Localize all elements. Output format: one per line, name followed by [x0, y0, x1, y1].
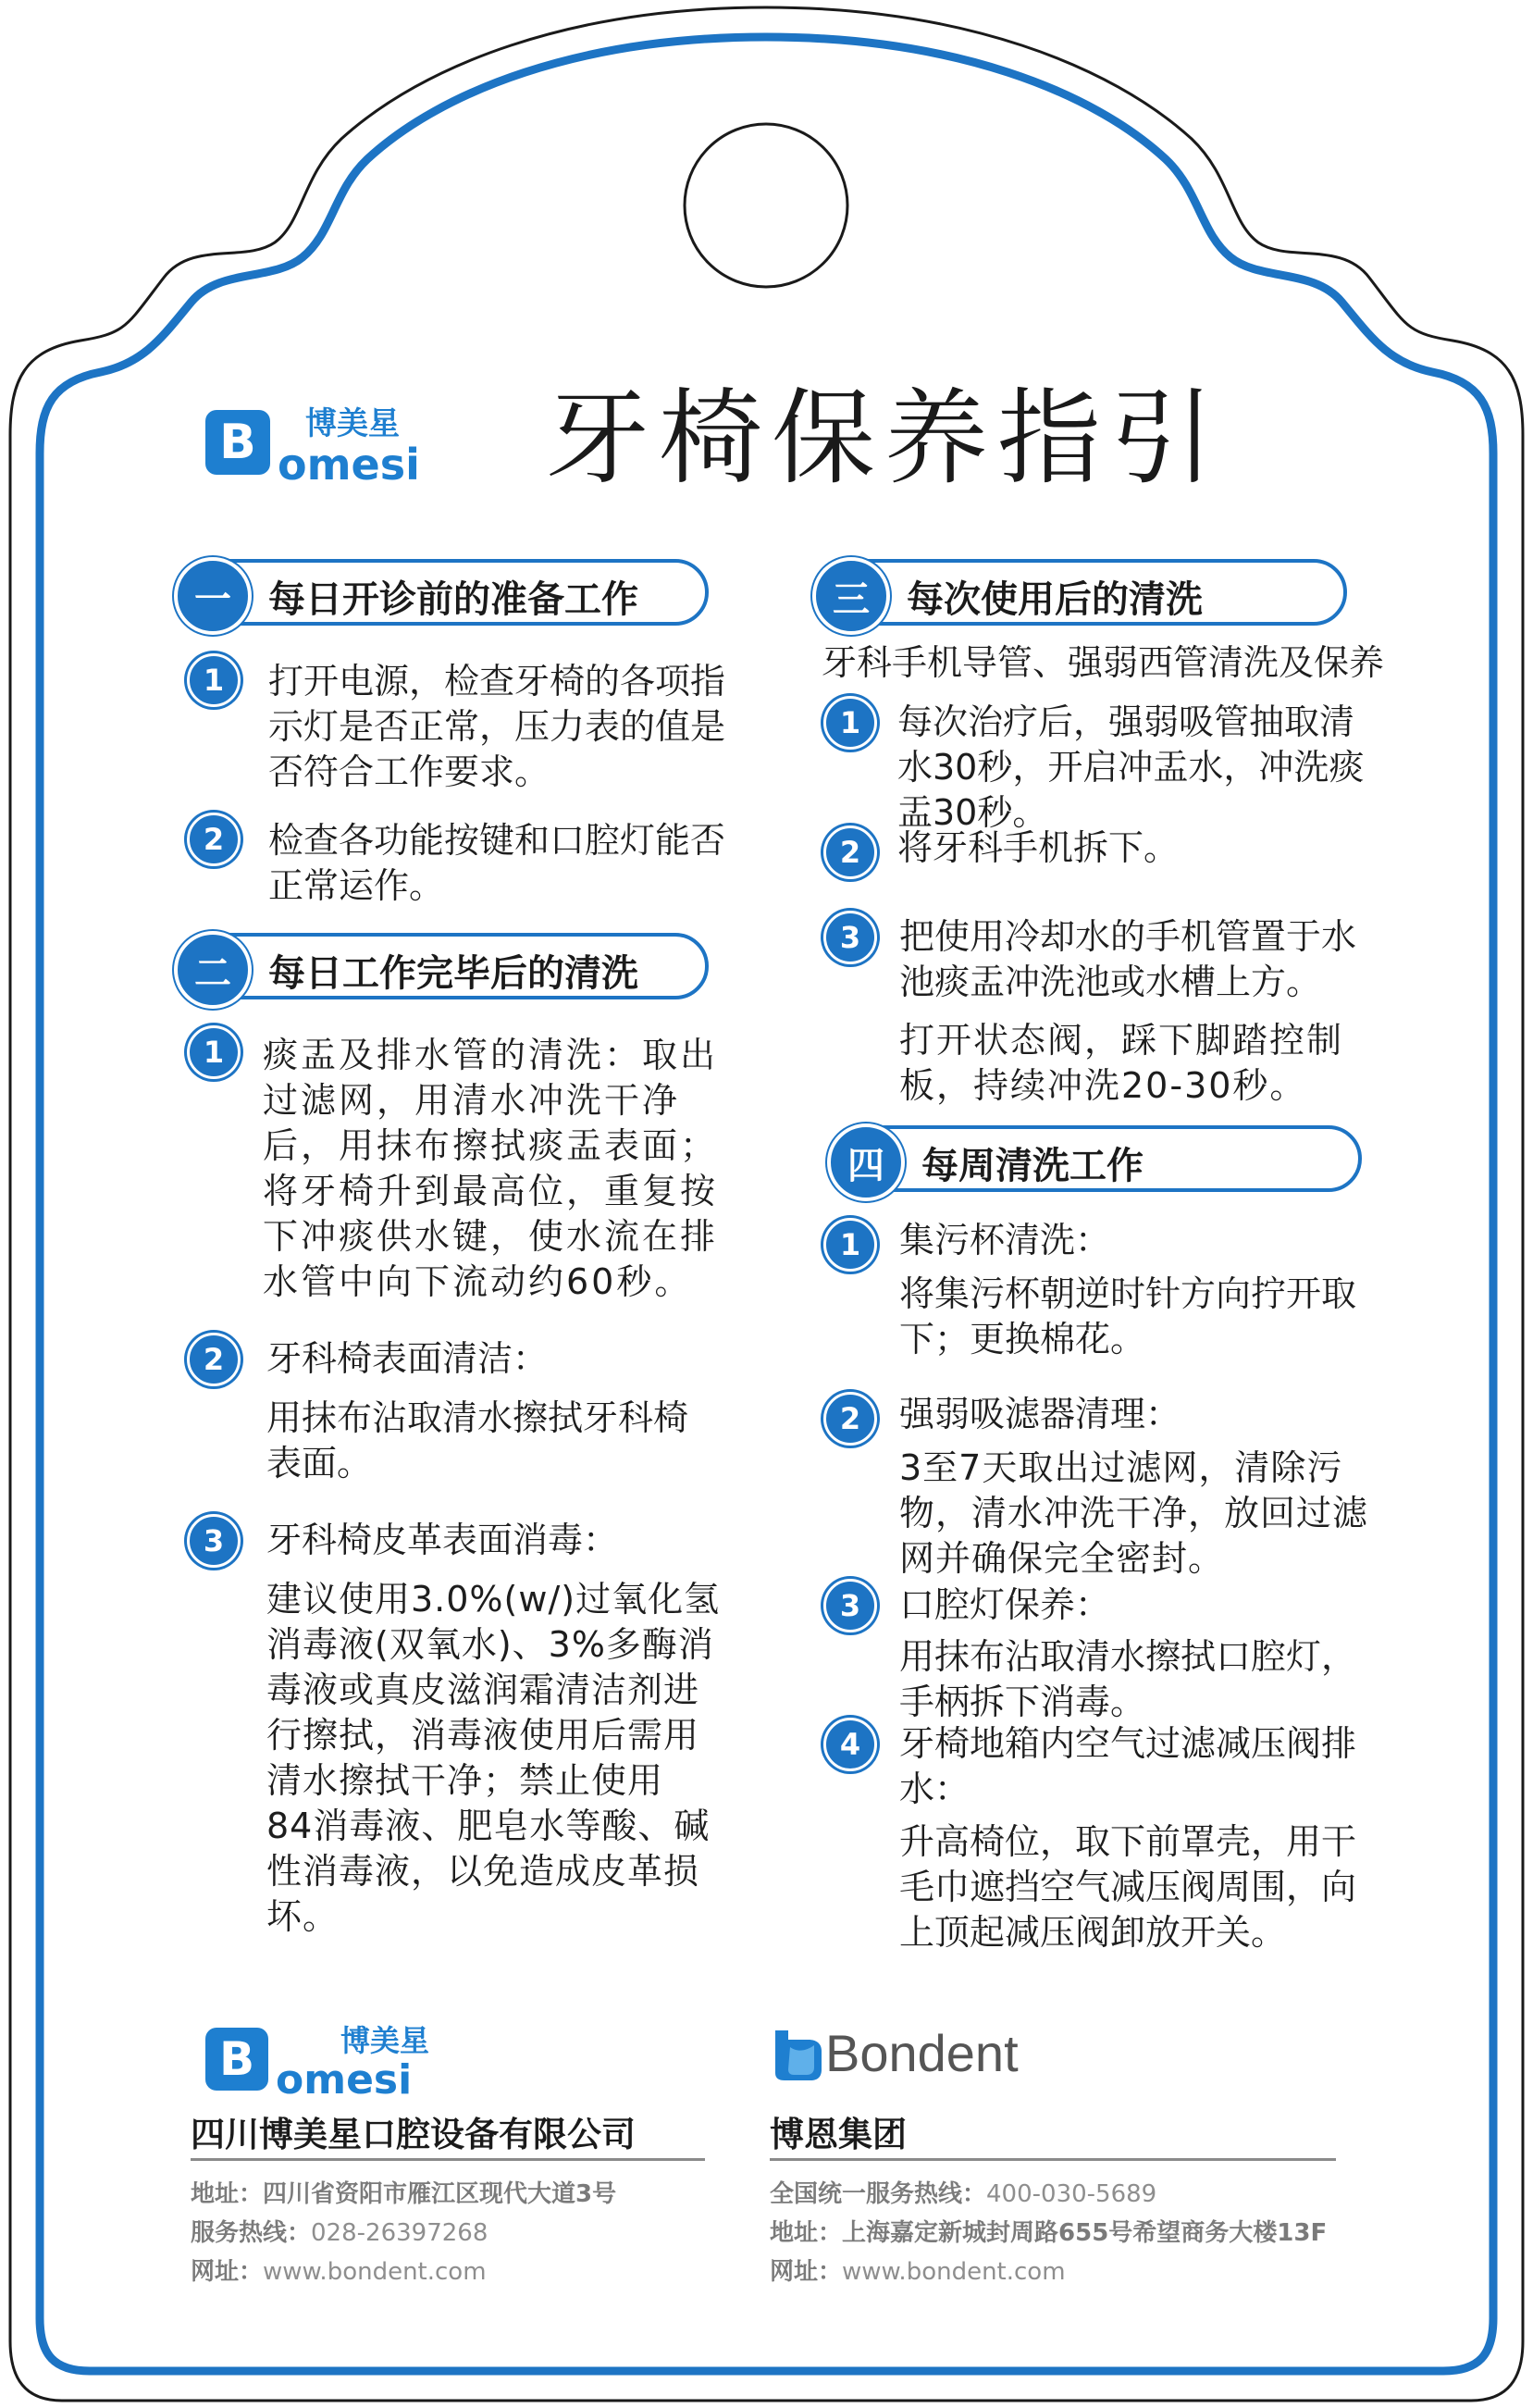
s2-item-1-text: 痰盂及排水管的清洗：取出 过滤网，用清水冲洗干净 后，用抹布擦拭痰盂表面； 将牙椅升到最高位，重复按 下冲痰供水键，使水流在排 水管中向下流动约60秒。 — [263, 1035, 719, 1302]
footer-right-company: 博恩集团 — [770, 2115, 907, 2154]
section-4-badge: 四 — [827, 1123, 905, 1201]
footer-left-info — [191, 2175, 616, 2291]
section-4-header — [829, 1125, 1362, 1192]
s4-item-1-number: 1 — [823, 1218, 877, 1272]
brand-logo-footer — [205, 2017, 430, 2104]
section-2-badge: 二 — [174, 931, 252, 1009]
s4-item-1-heading: 集污杯清洗： — [899, 1220, 1111, 1260]
s4-item-2-heading: 强弱吸滤器清理： — [899, 1394, 1181, 1434]
footer-right-info — [770, 2175, 1327, 2291]
section-2-header — [176, 933, 709, 999]
s4-item-2-number: 2 — [823, 1392, 877, 1446]
s3-item-3-number: 3 — [823, 911, 877, 964]
s4-item-3-number: 3 — [823, 1579, 877, 1632]
s4-item-4-body: 升高椅位，取下前罩壳，用干 毛巾遮挡空气减压阀周围，向 上顶起减压阀卸放开关。 — [899, 1821, 1357, 1953]
page-title: 牙椅保养指引 — [546, 379, 1223, 499]
section-1-badge: 一 — [174, 557, 252, 635]
s2-item-2-number: 2 — [187, 1333, 241, 1386]
s4-item-4-number: 4 — [823, 1718, 877, 1771]
s3-item-1-text: 每次治疗后，强弱吸管抽取清 水30秒，开启冲盂水，冲洗痰 盂30秒。 — [897, 701, 1365, 833]
footer-left-hotline: 服务热线：028-26397268 — [191, 2219, 488, 2247]
footer-left-web: 网址：www.bondent.com — [191, 2258, 487, 2286]
s2-item-3-number: 3 — [187, 1514, 241, 1568]
section-3-header — [814, 559, 1347, 626]
s4-item-2-body: 3至7天取出过滤网，清除污 物，清水冲洗干净，放回过滤 网并确保完全密封。 — [899, 1447, 1369, 1579]
s1-item-1-text: 打开电源，检查牙椅的各项指 示灯是否正常，压力表的值是 否符合工作要求。 — [268, 661, 726, 792]
s2-item-3-heading: 牙科椅皮革表面消毒： — [266, 1520, 619, 1560]
brand-logo-top — [205, 398, 420, 490]
section-2-title: 每日工作完毕后的清洗 — [268, 952, 638, 995]
logo-b-icon: B — [205, 2028, 268, 2091]
footer-right-web: 网址：www.bondent.com — [770, 2258, 1066, 2286]
logo-chinese-name: 博美星 — [305, 405, 400, 442]
section-1-header — [176, 559, 709, 626]
footer-right-hotline: 全国统一服务热线：400-030-5689 — [770, 2180, 1157, 2208]
s1-item-2-text: 检查各功能按键和口腔灯能否 正常运作。 — [268, 820, 726, 906]
bondent-wordmark: Bondent — [825, 2024, 1019, 2082]
footer-right-divider — [770, 2158, 1336, 2161]
section-1-title: 每日开诊前的准备工作 — [268, 578, 638, 621]
footer-left-address: 地址：四川省资阳市雁江区现代大道3号 — [191, 2180, 617, 2208]
s2-item-3-body: 建议使用3.0%(w/)过氧化氢 消毒液(双氧水)、3%多酶消 毒液或真皮滋润霜清洁剂进 行擦拭，消毒液使用后需用 清水擦拭干净；禁止使用 84消毒液、肥皂水等酸、碱 性消毒液，以免造成皮革损 坏。 — [266, 1579, 721, 1937]
section-3-badge: 三 — [812, 557, 890, 635]
logo-word: omesi — [278, 440, 420, 490]
section-3-title: 每次使用后的清洗 — [907, 578, 1203, 621]
s2-item-2-heading: 牙科椅表面清洁： — [266, 1338, 549, 1379]
s4-item-1-body: 将集污杯朝逆时针方向拧开取 下；更换棉花。 — [899, 1273, 1357, 1359]
s1-item-1-number: 1 — [187, 653, 241, 707]
s4-item-4-heading: 牙椅地箱内空气过滤减压阀排 水： — [899, 1723, 1357, 1809]
s3-item-1-number: 1 — [823, 696, 877, 750]
s3-intro: 牙科手机导管、强弱西管清洗及保养 — [822, 642, 1385, 683]
s3-item-3-body: 打开状态阀，踩下脚踏控制 板，持续冲洗20-30秒。 — [899, 1020, 1344, 1106]
footer-left-company: 四川博美星口腔设备有限公司 — [191, 2115, 636, 2154]
s3-item-2-number: 2 — [823, 825, 877, 879]
s4-item-3-body: 用抹布沾取清水擦拭口腔灯， 手柄拆下消毒。 — [899, 1636, 1357, 1722]
s2-item-2-body: 用抹布沾取清水擦拭牙科椅 表面。 — [266, 1397, 689, 1483]
s3-item-2-text: 将牙科手机拆下。 — [897, 827, 1180, 868]
s4-item-3-heading: 口腔灯保养： — [899, 1584, 1111, 1625]
s1-item-2-number: 2 — [187, 813, 241, 866]
s2-item-1-number: 1 — [187, 1025, 241, 1079]
logo-word: omesi — [276, 2056, 413, 2104]
logo-b-icon: B — [205, 410, 270, 475]
logo-chinese-name: 博美星 — [340, 2023, 430, 2058]
footer-left-divider — [191, 2158, 705, 2161]
section-4-title: 每周清洗工作 — [921, 1145, 1144, 1187]
footer-right-address: 地址：上海嘉定新城封周路655号希望商务大楼13F — [770, 2219, 1328, 2247]
bondent-logo — [770, 2023, 1019, 2083]
s3-item-3-text: 把使用冷却水的手机管置于水 池痰盂冲洗池或水槽上方。 — [899, 916, 1357, 1002]
bondent-drop-icon — [770, 2025, 823, 2082]
